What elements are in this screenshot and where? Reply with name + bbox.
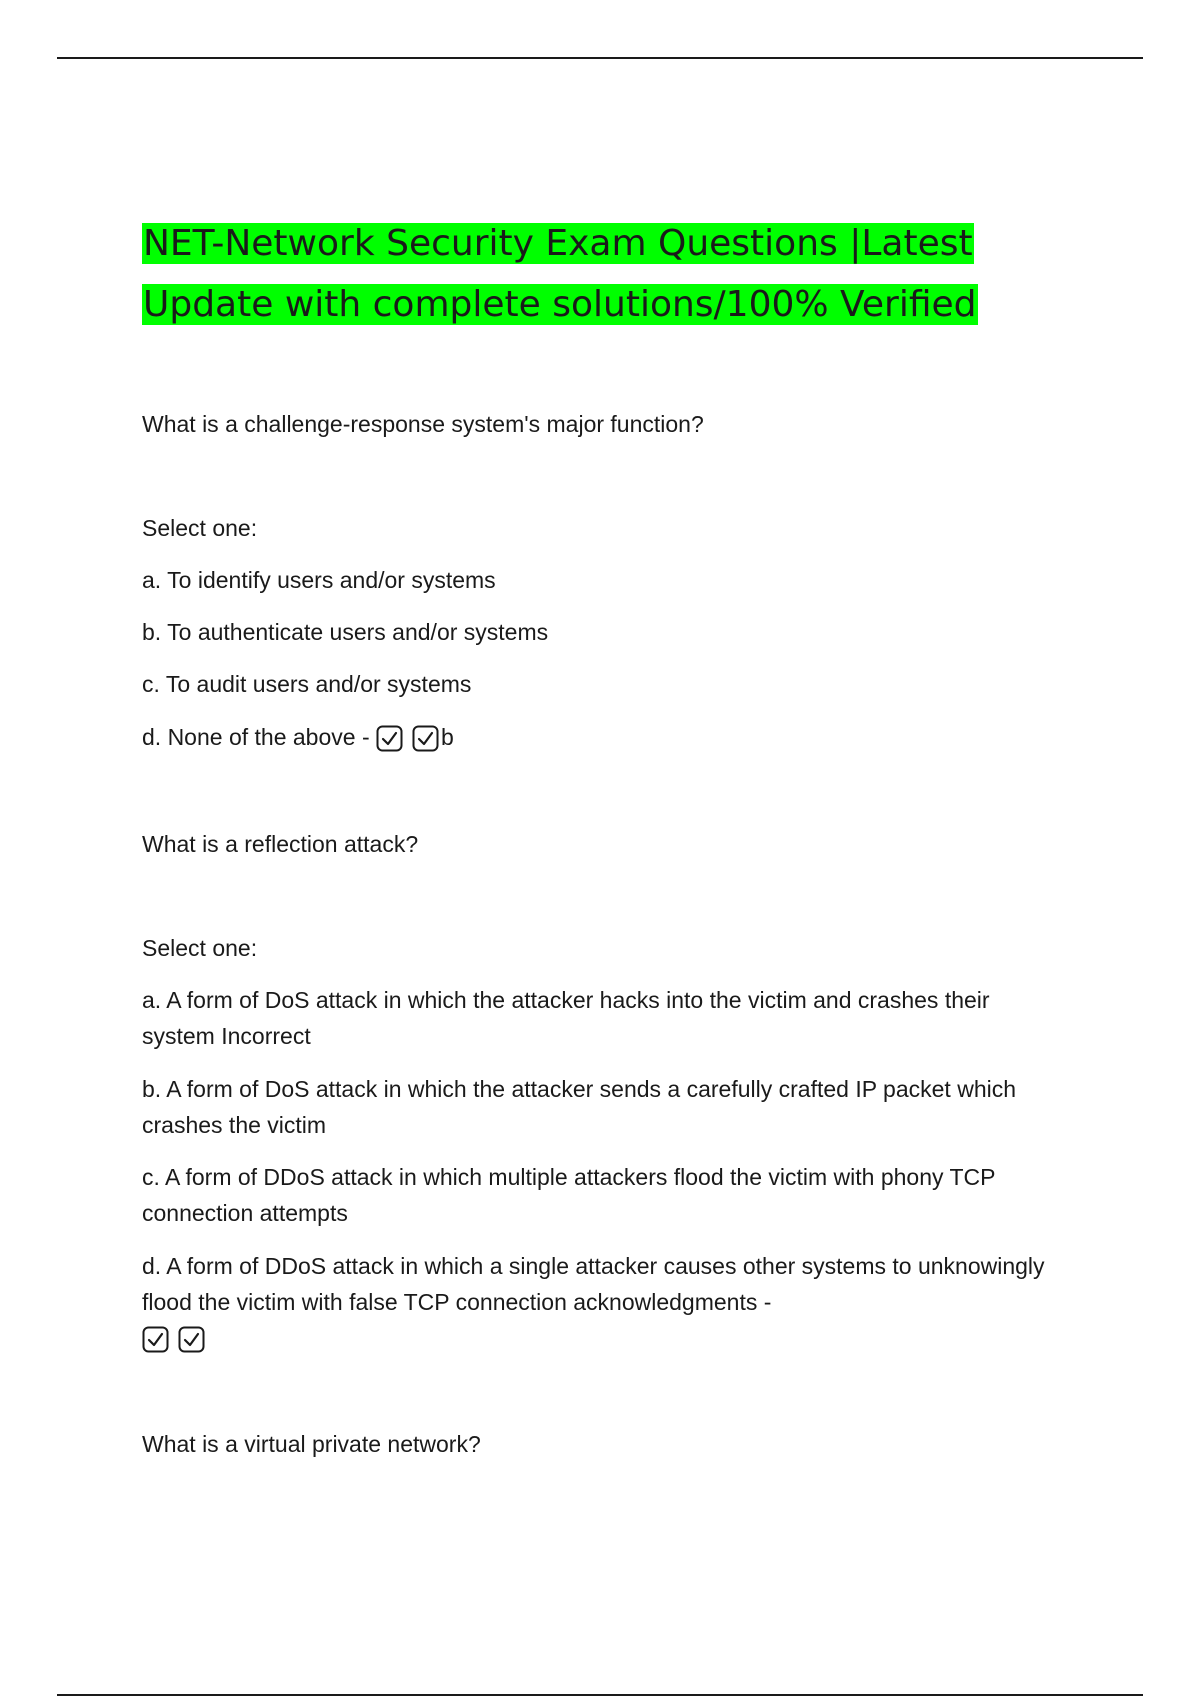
checkbox-checked-icon — [142, 1326, 169, 1353]
question-text: What is a reflection attack? — [142, 831, 419, 857]
option-c: c. To audit users and/or systems — [142, 671, 472, 697]
option-b: b. To authenticate users and/or systems — [142, 619, 549, 645]
title-line-1: NET-Network Security Exam Questions |Latest — [143, 223, 973, 264]
checkbox-checked-icon — [178, 1326, 205, 1353]
option-c: c. A form of DDoS attack in which multiple attackers flood the victim with phony TCP connection attempts — [142, 1164, 996, 1226]
option-b: b. A form of DoS attack in which the attacker sends a carefully crafted IP packet which crashes the victim — [142, 1076, 1017, 1138]
title-line-2: Update with complete solutions/100% Verified — [143, 284, 977, 325]
bottom-rule — [57, 1694, 1143, 1696]
top-rule — [57, 57, 1143, 59]
answer-letter: b — [441, 724, 454, 750]
checkbox-checked-icon — [412, 725, 439, 752]
option-d: d. A form of DDoS attack in which a single attacker causes other systems to unknowingly flood the victim with false TCP connection acknowledgments - — [142, 1253, 1045, 1315]
option-a: a. To identify users and/or systems — [142, 567, 496, 593]
question-text: What is a virtual private network? — [142, 1431, 481, 1457]
option-a: a. A form of DoS attack in which the attacker hacks into the victim and crashes their system Incorrect — [142, 987, 990, 1049]
option-d-row — [142, 719, 454, 755]
select-one-label: Select one: — [142, 935, 258, 961]
select-one-label: Select one: — [142, 515, 258, 541]
checkbox-checked-icon — [376, 725, 403, 752]
page-title — [142, 213, 1082, 335]
answer-marks — [142, 1320, 214, 1356]
option-d: d. None of the above - — [142, 724, 376, 750]
question-text: What is a challenge-response system's major function? — [142, 411, 704, 437]
